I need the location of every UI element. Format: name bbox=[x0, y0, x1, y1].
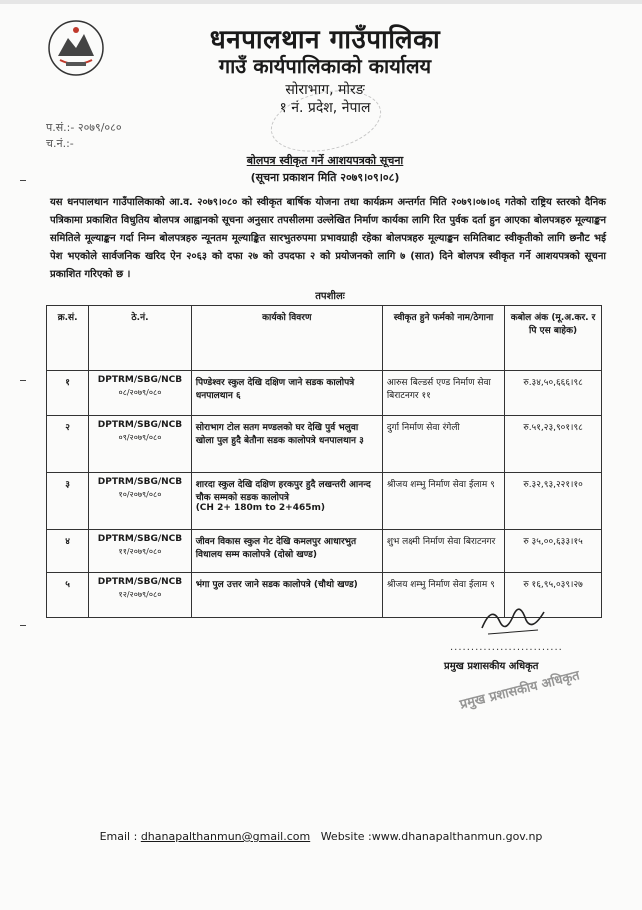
header-sn: क्र.सं. bbox=[47, 306, 89, 371]
scan-edge bbox=[0, 0, 642, 4]
row-firm: शुभ लक्ष्मी निर्माण सेवा बिराटनगर bbox=[382, 530, 504, 573]
nepal-emblem-icon bbox=[46, 18, 106, 78]
row-desc-chainage: (CH 2+ 180m to 2+465m) bbox=[195, 503, 326, 513]
margin-mark bbox=[20, 180, 26, 181]
row-desc: भंगा पुल उत्तर जाने सडक कालोपत्रे (चौथो खण्ड) bbox=[191, 573, 382, 618]
row-desc: जीवन विकास स्कुल गेट देखि कमलपुर आधारभुत विधालय सम्म कालोपत्रे (दोस्रो खण्ड) bbox=[191, 530, 382, 573]
reference-number: प.सं.:- २०७९/०८० bbox=[46, 121, 122, 134]
website-label: Website : bbox=[320, 830, 372, 843]
margin-mark bbox=[20, 380, 26, 381]
row-sn: १ bbox=[47, 371, 89, 416]
row-sn: २ bbox=[47, 416, 89, 473]
row-ref-code: DPTRM/SBG/NCB bbox=[97, 375, 183, 385]
row-firm: आरुस बिल्डर्स एण्ड निर्माण सेवा बिराटनगर ११ bbox=[382, 371, 504, 416]
row-ref-no: ०९/२०७९/०८० bbox=[118, 433, 162, 442]
row-amount: रु ३५,००,६३३।१५ bbox=[505, 530, 602, 573]
email-link[interactable]: dhanapalthanmun@gmail.com bbox=[140, 830, 311, 843]
row-ref bbox=[89, 573, 191, 618]
website-link[interactable]: www.dhanapalthanmun.gov.np bbox=[371, 830, 543, 843]
row-ref bbox=[89, 530, 191, 573]
row-ref-code: DPTRM/SBG/NCB bbox=[97, 534, 183, 544]
address-line-1: सोराभाग, मोरङ bbox=[285, 82, 365, 98]
signatory-title: प्रमुख प्रशासकीय अधिकृत bbox=[444, 661, 539, 672]
row-desc bbox=[191, 473, 382, 530]
row-amount: रु.३४,५०,६६६।९८ bbox=[505, 371, 602, 416]
row-ref-code: DPTRM/SBG/NCB bbox=[97, 577, 183, 587]
row-ref-code: DPTRM/SBG/NCB bbox=[97, 420, 183, 430]
notice-title: बोलपत्र स्वीकृत गर्ने आशयपत्रको सूचना bbox=[246, 154, 404, 167]
address-line-2: १ नं. प्रदेश, नेपाल bbox=[279, 100, 371, 116]
office-name: गाउँ कार्यपालिकाको कार्यालय bbox=[218, 54, 432, 78]
table-row bbox=[47, 371, 602, 416]
signature-icon bbox=[478, 600, 548, 640]
footer bbox=[0, 830, 642, 843]
header-desc: कार्यको विवरण bbox=[191, 306, 382, 371]
row-firm: श्रीजय शम्भु निर्माण सेवा ईलाम ९ bbox=[382, 473, 504, 530]
row-sn: ५ bbox=[47, 573, 89, 618]
row-ref-no: १०/२०७९/०८० bbox=[118, 490, 162, 499]
notice-published-date: (सूचना प्रकाशन मिति २०७९।०९।०८) bbox=[250, 171, 400, 184]
works-table bbox=[46, 305, 602, 618]
row-desc-text: शारदा स्कुल देखि दक्षिण हरकपुर हुदै लखन्तरी आनन्द चौक सम्मको सडक कालोपत्रे bbox=[195, 480, 371, 503]
row-amount: रु.३२,९३,२२१।१० bbox=[505, 473, 602, 530]
table-header-row bbox=[47, 306, 602, 371]
row-ref-code: DPTRM/SBG/NCB bbox=[97, 477, 183, 487]
row-ref-no: ०८/२०७९/०८० bbox=[118, 388, 162, 397]
signature-line: ........................... bbox=[450, 642, 563, 653]
row-amount: रु.५१,२३,९०१।९८ bbox=[505, 416, 602, 473]
margin-mark bbox=[20, 625, 26, 626]
row-ref bbox=[89, 473, 191, 530]
row-sn: ४ bbox=[47, 530, 89, 573]
row-amount: रु १६,९५,०३९।२७ bbox=[505, 573, 602, 618]
row-ref bbox=[89, 371, 191, 416]
header-firm: स्वीकृत हुने फर्मको नाम/ठेगाना bbox=[382, 306, 504, 371]
row-ref-no: १२/२०७९/०८० bbox=[118, 590, 162, 599]
row-desc: सोराभाग टोल सतग मण्डलको घर देखि पुर्व भलुवा खोला पुल हुदै बेतौना सडक कालोपत्रे धनपालथान ३ bbox=[191, 416, 382, 473]
row-firm: श्रीजय शम्भु निर्माण सेवा ईलाम ९ bbox=[382, 573, 504, 618]
signatory-stamp: प्रमुख प्रशासकीय अधिकृत bbox=[458, 668, 582, 713]
email-label: Email : bbox=[99, 830, 138, 843]
table-row bbox=[47, 530, 602, 573]
row-firm: दुर्गा निर्माण सेवा रंगेली bbox=[382, 416, 504, 473]
row-desc: पिण्डेश्वर स्कुल देखि दक्षिण जाने सडक कालोपत्रे धनपालथान ६ bbox=[191, 371, 382, 416]
dispatch-number: च.नं.:- bbox=[46, 137, 74, 150]
table-row bbox=[47, 416, 602, 473]
header-amount: कबोल अंक (मू.अ.कर. र पि एस बाहेक) bbox=[505, 306, 602, 371]
row-ref bbox=[89, 416, 191, 473]
notice-body: यस धनपालथान गाउँपालिकाको आ.व. २०७९।०८० को स्वीकृत बार्षिक योजना तथा कार्यक्रम अन्तर्गत मिति २०७९।०७।०६ गतेको राष्ट्रिय स्तरको दैनिक पत्रिकामा प्रकाशित विधुतिय बोलपत्र आह्वानको सूचना अनुसार तपसीलमा उल्लेखित निर्माण कार्यका लागि रित पुर्वक दर्ता हुन आएका बोलपत्रहरु मूल्याङ्कन समितिले मूल्याङ्कन गर्दा निम्न बोलपत्रहरु न्यूनतम मूल्याङ्कित सारभुतरुपमा प्रभावग्राही रहेका बोलपत्रहरु मूल्याङ्कन समितिबाट स्वीकृतीको लागि छनौट भई पेश भएकोले सार्वजनिक खरिद ऐन २०६३ को दफा २७ को उपदफा २ को प्रयोजनको लागि ७ (सात) दिने बोलपत्र स्वीकृत गर्ने आशयपत्रको सूचना प्रकाशित गरिएको छ । bbox=[50, 197, 606, 280]
table-caption: तपशीलः bbox=[315, 291, 345, 302]
municipality-name: धनपालथान गाउँपालिका bbox=[209, 25, 441, 55]
table-row bbox=[47, 473, 602, 530]
row-sn: ३ bbox=[47, 473, 89, 530]
header-ref: ठे.नं. bbox=[89, 306, 191, 371]
row-ref-no: ११/२०७९/०८० bbox=[118, 547, 162, 556]
